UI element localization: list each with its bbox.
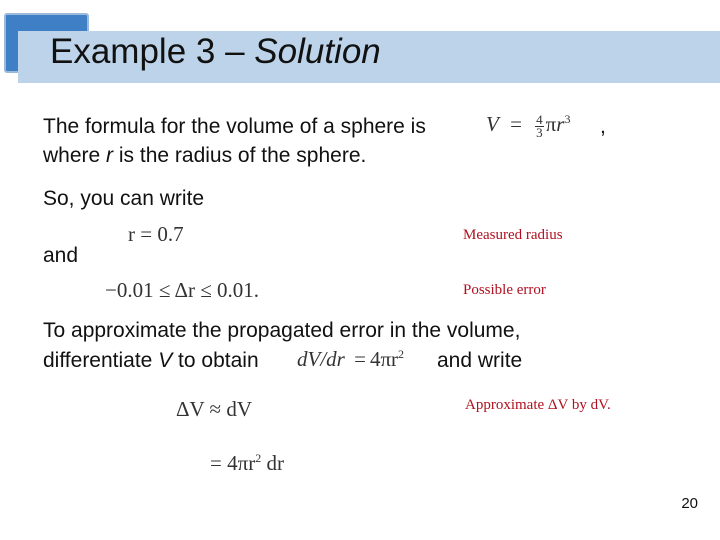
volume-lhs: V <box>486 112 499 136</box>
approx2-post: dr <box>261 451 284 475</box>
volume-exp: 3 <box>564 112 571 126</box>
text-line-1-comma: , <box>600 115 606 138</box>
line2-post: is the radius of the sphere. <box>113 144 367 167</box>
volume-pi: π <box>545 112 557 136</box>
derivative-lhs: dV/dr <box>297 347 345 371</box>
derivative-eq: = <box>354 347 366 371</box>
text-line-6-post: and write <box>437 349 523 372</box>
volume-eq: = <box>510 112 522 136</box>
approx2-pre: = 4πr <box>210 451 256 475</box>
text-line-2 <box>43 143 366 169</box>
page-title <box>50 30 381 74</box>
derivative-rhs: 4πr <box>369 347 399 371</box>
title-italic: Solution <box>254 32 381 71</box>
label-possible-error: Possible error <box>463 282 546 298</box>
equation-error: −0.01 ≤ Δr ≤ 0.01. <box>105 278 259 302</box>
equation-approx-1: ΔV ≈ dV <box>176 397 252 421</box>
text-line-6 <box>43 348 259 374</box>
text-line-3: So, you can write <box>43 187 205 210</box>
volume-var: r <box>556 112 565 136</box>
label-approximate: Approximate ΔV by dV. <box>465 397 611 413</box>
label-measured-radius: Measured radius <box>463 227 563 243</box>
title-prefix: Example 3 – <box>50 32 255 71</box>
page-number: 20 <box>681 495 698 512</box>
line2-var: r <box>106 144 114 167</box>
volume-fraction <box>535 111 544 140</box>
text-line-4: and <box>43 244 79 267</box>
line6-pre: differentiate <box>43 349 159 372</box>
line6-var: V <box>158 349 173 372</box>
volume-fraction-num: 4 <box>536 111 543 127</box>
approx2-exp: 2 <box>255 451 262 465</box>
line2-pre: where <box>43 144 107 167</box>
equation-radius: r = 0.7 <box>128 222 184 246</box>
text-line-1: The formula for the volume of a sphere is <box>43 115 426 138</box>
equation-volume <box>486 112 570 139</box>
equation-derivative <box>297 347 404 372</box>
line6-mid: to obtain <box>172 349 259 372</box>
volume-fraction-den: 3 <box>536 124 543 140</box>
equation-approx-2 <box>210 451 284 476</box>
derivative-exp: 2 <box>398 347 405 361</box>
text-line-5: To approximate the propagated error in the volume, <box>43 319 521 342</box>
